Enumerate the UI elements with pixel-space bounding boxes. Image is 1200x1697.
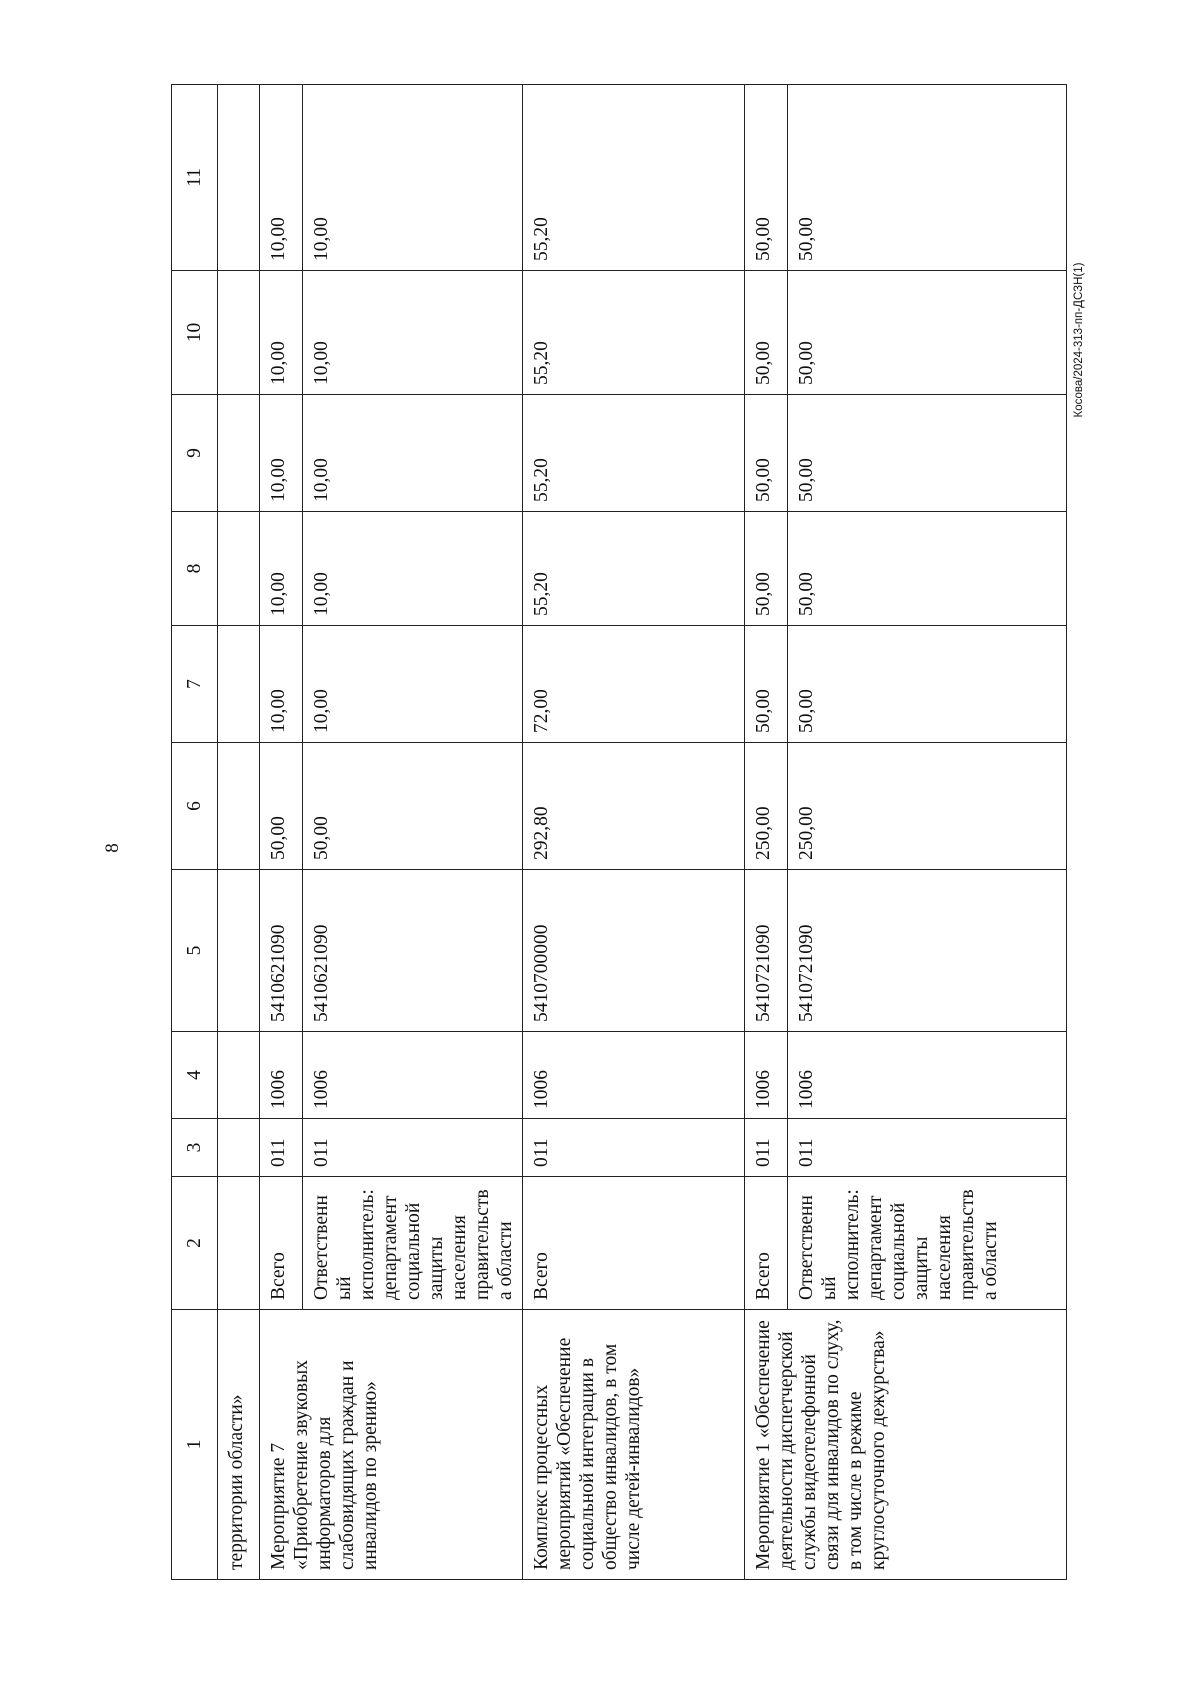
table-cell	[218, 1119, 260, 1177]
table-cell: 55,20	[523, 512, 745, 626]
column-header: 2	[172, 1177, 218, 1310]
table-cell: Ответственный исполнитель: департамент социальной защиты населения правительства области	[788, 1177, 1067, 1310]
table-row	[218, 85, 260, 1580]
table-cell: 10,00	[260, 271, 303, 395]
table-cell: 011	[745, 1119, 788, 1177]
table-cell: 50,00	[788, 626, 1067, 743]
table-cell	[218, 85, 260, 271]
table-cell: территории области»	[218, 1310, 260, 1580]
table-cell: 50,00	[745, 271, 788, 395]
table-cell: 1006	[788, 1032, 1067, 1119]
table-cell: Всего	[745, 1177, 788, 1310]
table-cell: 10,00	[303, 626, 523, 743]
table-cell: 10,00	[303, 512, 523, 626]
table-cell: Всего	[260, 1177, 303, 1310]
table-cell: 55,20	[523, 395, 745, 512]
column-header: 1	[172, 1310, 218, 1580]
table-cell: 250,00	[745, 743, 788, 870]
table-cell: 292,80	[523, 743, 745, 870]
column-header: 10	[172, 271, 218, 395]
table-cell: 50,00	[745, 512, 788, 626]
table-cell	[218, 395, 260, 512]
table-cell: 011	[260, 1119, 303, 1177]
table-cell: 50,00	[788, 271, 1067, 395]
table-cell: 011	[788, 1119, 1067, 1177]
table-cell: Всего	[523, 1177, 745, 1310]
table-cell: 5410700000	[523, 870, 745, 1032]
table-cell	[218, 271, 260, 395]
table-cell: 50,00	[745, 395, 788, 512]
table-cell: 1006	[745, 1032, 788, 1119]
table-cell	[218, 743, 260, 870]
table-cell: 55,20	[523, 85, 745, 271]
table-row	[745, 85, 788, 1580]
table-cell	[218, 1177, 260, 1310]
document-code: Косова/2024-313-пп-ДСЗН(1)	[1073, 262, 1085, 418]
table-cell: 250,00	[788, 743, 1067, 870]
column-header: 4	[172, 1032, 218, 1119]
table-cell: Мероприятие 7 «Приобретение звуковых информаторов для слабовидящих граждан и инвалидов по зрению»	[260, 1310, 523, 1580]
table-cell: 011	[523, 1119, 745, 1177]
table-cell: 50,00	[788, 512, 1067, 626]
table-cell: 10,00	[260, 626, 303, 743]
column-header: 7	[172, 626, 218, 743]
table-cell: 10,00	[260, 85, 303, 271]
budget-table	[171, 84, 1067, 1580]
column-header: 5	[172, 870, 218, 1032]
table-cell: 011	[303, 1119, 523, 1177]
table-cell: 55,20	[523, 271, 745, 395]
table-cell: 1006	[523, 1032, 745, 1119]
column-header: 11	[172, 85, 218, 271]
table-cell: 50,00	[303, 743, 523, 870]
table-cell: 10,00	[303, 85, 523, 271]
header-row	[172, 85, 218, 1580]
table-cell: 50,00	[745, 626, 788, 743]
table-cell: 10,00	[260, 395, 303, 512]
table-cell: 5410621090	[303, 870, 523, 1032]
column-header: 6	[172, 743, 218, 870]
table-cell	[218, 1032, 260, 1119]
table-row	[260, 85, 303, 1580]
table-cell: 50,00	[260, 743, 303, 870]
column-header: 8	[172, 512, 218, 626]
table-cell	[218, 512, 260, 626]
table-cell: 1006	[260, 1032, 303, 1119]
column-header: 9	[172, 395, 218, 512]
table-cell: 10,00	[260, 512, 303, 626]
table-cell: 1006	[303, 1032, 523, 1119]
table-cell: 5410721090	[745, 870, 788, 1032]
table-cell: Ответственный исполнитель: департамент социальной защиты населения правительства области	[303, 1177, 523, 1310]
table-row	[523, 85, 745, 1580]
table-cell: Комплекс процессных мероприятий «Обеспечение социальной интеграции в общество инвалидов, в том числе детей-инвалидов»	[523, 1310, 745, 1580]
table-cell: 5410721090	[788, 870, 1067, 1032]
column-header: 3	[172, 1119, 218, 1177]
table-cell: 50,00	[788, 85, 1067, 271]
page-number: 8	[102, 843, 123, 853]
table-cell: 5410621090	[260, 870, 303, 1032]
table-container	[171, 85, 1066, 1580]
table-cell: 50,00	[745, 85, 788, 271]
table-cell: 10,00	[303, 271, 523, 395]
table-cell: 50,00	[788, 395, 1067, 512]
table-cell: 72,00	[523, 626, 745, 743]
table-cell	[218, 626, 260, 743]
table-cell: 10,00	[303, 395, 523, 512]
table-cell	[218, 870, 260, 1032]
table-cell: Мероприятие 1 «Обеспечение деятельности диспетчерской службы видеотелефонной связи для инвалидов по слуху, в том числе в режиме круглосуточного дежурства»	[745, 1310, 1067, 1580]
